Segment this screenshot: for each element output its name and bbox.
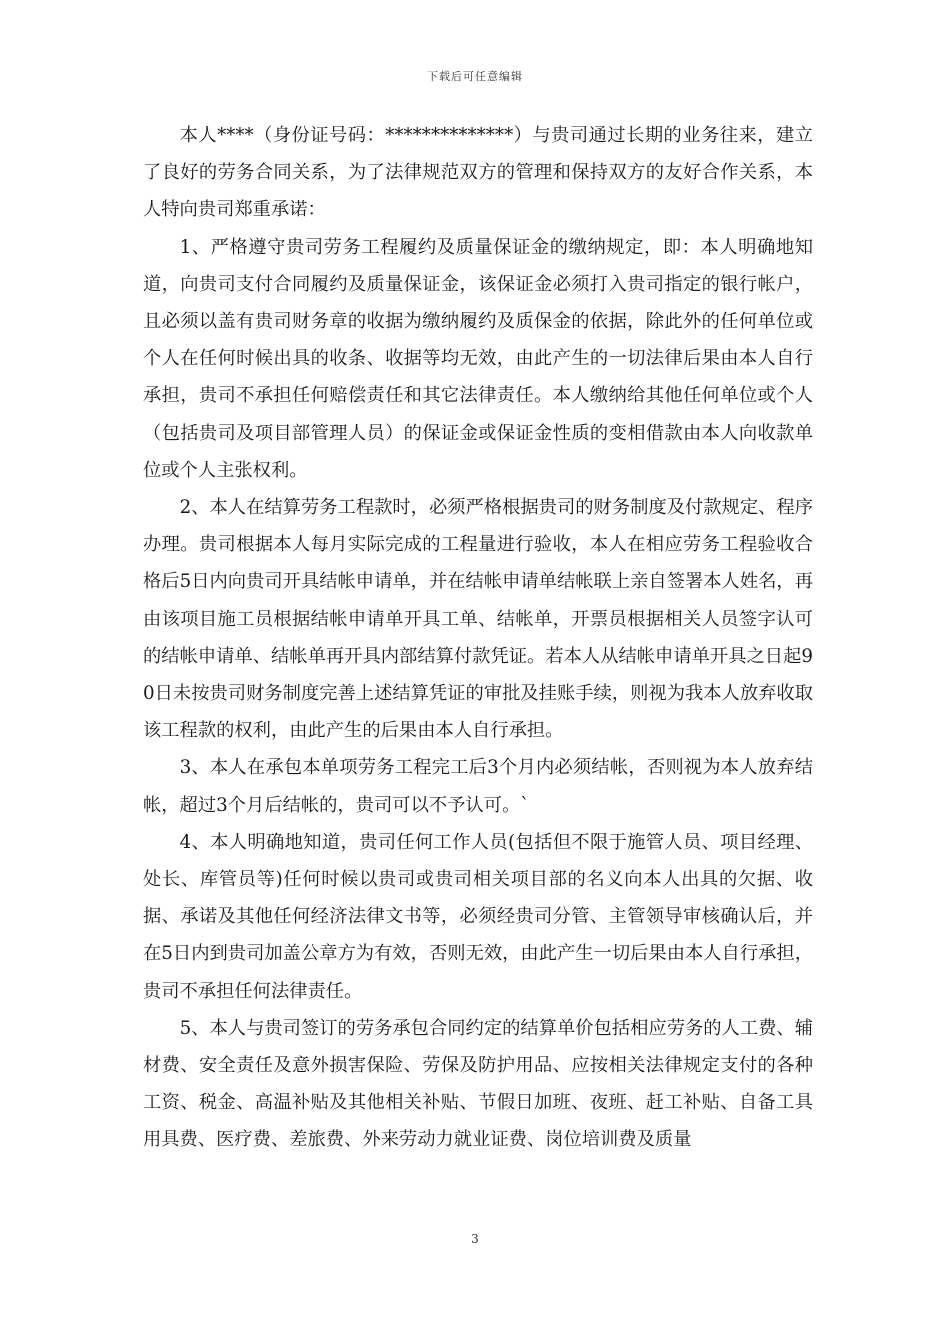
- paragraph-clause-1: 1、严格遵守贵司劳务工程履约及质量保证金的缴纳规定，即：本人明确地知道，向贵司支付合同履约及质量保证金，该保证金必须打入贵司指定的银行帐户，且必须以盖有贵司财务章的收据为缴纳履约及质保金的依据，除此外的任何单位或个人在任何时候出具的收条、收据等均无效，由此产生的一切法律后果由本人自行承担，贵司不承担任何赔偿责任和其它法律责任。本人缴纳给其他任何单位或个人（包括贵司及项目部管理人员）的保证金或保证金性质的变相借款由本人向收款单位或个人主张权利。: [143, 236, 813, 481]
- paragraph-clause-5: 5、本人与贵司签订的劳务承包合同约定的结算单价包括相应劳务的人工费、辅材费、安全责任及意外损害保险、劳保及防护用品、应按相关法律规定支付的各种工资、税金、高温补贴及其他相关补贴、节假日加班、夜班、赶工补贴、自备工具用具费、医疗费、差旅费、外来劳动力就业证费、岗位培训费及质量: [143, 1017, 813, 1151]
- page-header: 下载后可任意编辑: [427, 70, 523, 83]
- paragraph-intro: 本人****（身份证号码：**************）与贵司通过长期的业务往来，建立了良好的劳务合同关系，为了法律规范双方的管理和保持双方的友好合作关系，本人特向贵司郑重承诺：: [143, 125, 813, 221]
- paragraph-clause-3: 3、本人在承包本单项劳务工程完工后3个月内必须结帐，否则视为本人放弃结帐，超过3个月后结帐的，贵司可以不予认可。`: [143, 757, 813, 816]
- document-body: [143, 117, 813, 1159]
- paragraph-clause-4: 4、本人明确地知道，贵司任何工作人员(包括但不限于施管人员、项目经理、处长、库管员等)任何时候以贵司或贵司相关项目部的名义向本人出具的欠据、收据、承诺及其他任何经济法律文书等，必须经贵司分管、主管领导审核确认后，并在5日内到贵司加盖公章方为有效，否则无效，由此产生一切后果由本人自行承担，贵司不承担任何法律责任。: [143, 831, 813, 1002]
- page-number: 3: [471, 1232, 479, 1246]
- paragraph-clause-2: 2、本人在结算劳务工程款时，必须严格根据贵司的财务制度及付款规定、程序办理。贵司根据本人每月实际完成的工程量进行验收，本人在相应劳务工程验收合格后5日内向贵司开具结帐申请单，并在结帐申请单结帐联上亲自签署本人姓名，再由该项目施工员根据结帐申请单开具工单、结帐单，开票员根据相关人员签字认可的结帐申请单、结帐单再开具内部结算付款凭证。若本人从结帐申请单开具之日起90日未按贵司财务制度完善上述结算凭证的审批及挂账手续，则视为我本人放弃收取该工程款的权利，由此产生的后果由本人自行承担。: [143, 497, 813, 742]
